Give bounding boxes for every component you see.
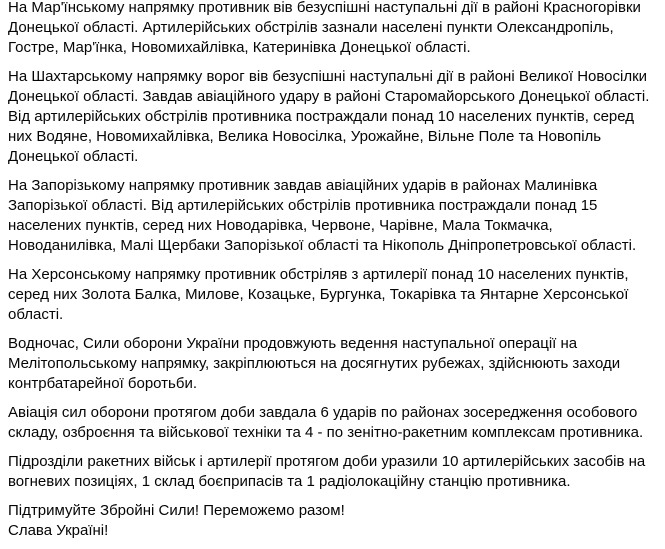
text-line: Водночас, Сили оборони України продовжують ведення наступальної операції на [8, 335, 578, 352]
text-line: Гостре, Мар'їнка, Новомихайлівка, Катеринівка Донецької області. [8, 39, 471, 56]
text-line: Донецької області. Артилерійських обстрілів зазнали населені пункти Олександропіль, [8, 19, 614, 36]
text-line: вогневих позиціях, 1 склад боєприпасів та 1 радіолокаційну станцію противника. [8, 473, 571, 490]
text-line: Новоданилівка, Малі Щербаки Запорізької області та Нікополь Дніпропетровської області. [8, 237, 637, 254]
text-line: Від артилерійських обстрілів противника постраждали понад 10 населених пунктів, серед [8, 108, 635, 125]
paragraph-kherson-direction [8, 265, 659, 325]
paragraph-shakhtarsk-direction [8, 67, 659, 167]
paragraph-defense-forces [8, 334, 659, 394]
paragraph-closing [8, 501, 659, 541]
paragraph-zaporizhzhia-direction [8, 176, 659, 256]
text-line: Запорізької області. Від артилерійських обстрілів противника постраждали понад 15 [8, 197, 598, 214]
text-line: На Мар'їнському напрямку противник вів безуспішні наступальні дії в районі Красногорівки [8, 0, 641, 16]
text-line: Слава Україні! [8, 522, 109, 539]
text-line: На Херсонському напрямку противник обстріляв з артилерії понад 10 населених пунктів, [8, 266, 629, 283]
text-line: На Шахтарському напрямку ворог вів безуспішні наступальні дії в районі Великої Новосілки [8, 68, 648, 85]
paragraph-aviation [8, 403, 659, 443]
text-line: Підтримуйте Збройні Сили! Переможемо разом! [8, 502, 345, 519]
text-line: складу, озброєння та військової техніки та 4 - по зенітно-ракетним комплексам противника. [8, 424, 644, 441]
text-line: серед них Золота Балка, Милове, Козацьке, Бургунка, Токарівка та Янтарне Херсонської [8, 286, 629, 303]
text-line: Донецької області. [8, 148, 139, 165]
text-line: Донецької області. Завдав авіаційного удару в районі Старомайорського Донецької області. [8, 88, 650, 105]
text-line: Авіація сил оборони протягом доби завдала 6 ударів по районах зосередження особового [8, 404, 638, 421]
text-line: На Запорізькому напрямку противник завдав авіаційних ударів в районах Малинівка [8, 177, 598, 194]
text-line: Підрозділи ракетних військ і артилерії протягом доби уразили 10 артилерійських засобів на [8, 453, 646, 470]
text-line: області. [8, 306, 64, 323]
paragraph-marinka-direction [8, 0, 659, 58]
text-line: Мелітопольському напрямку, закріплюються на досягнутих рубежах, здійснюють заходи [8, 355, 621, 372]
text-line: контрбатарейної боротьби. [8, 375, 198, 392]
text-line: них Водяне, Новомихайлівка, Велика Новосілка, Урожайне, Вільне Поле та Новопіль [8, 128, 602, 145]
text-line: населених пунктів, серед них Новодарівка, Червоне, Чарівне, Мала Токмачка, [8, 217, 553, 234]
paragraph-artillery [8, 452, 659, 492]
